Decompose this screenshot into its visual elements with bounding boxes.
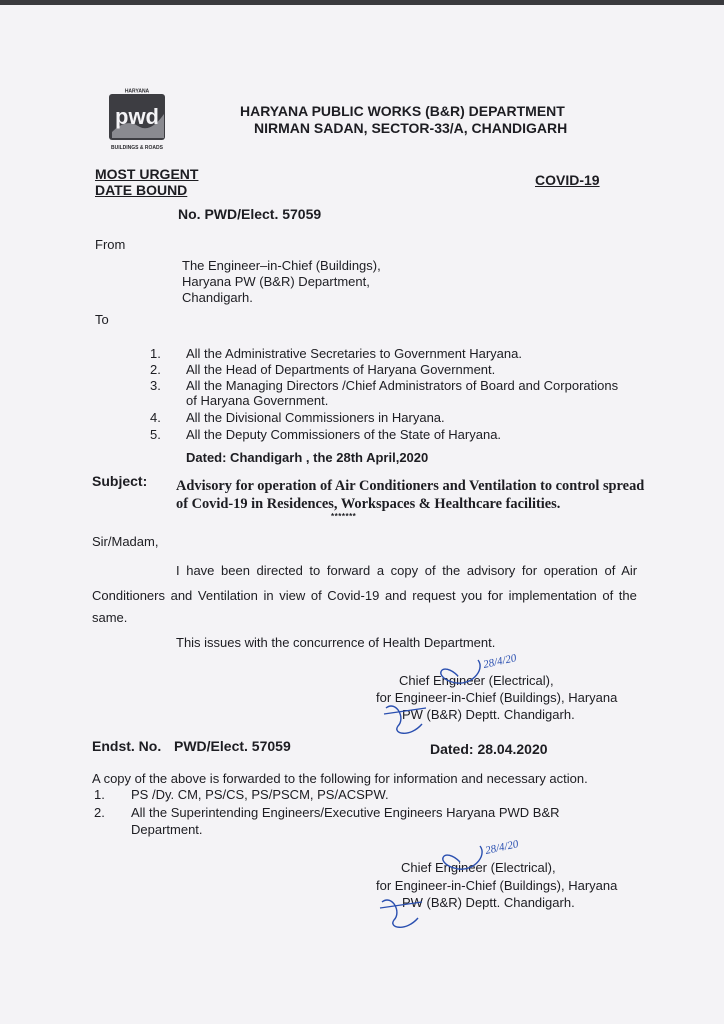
svg-text:pwd: pwd (115, 104, 159, 129)
subject-line: of Covid-19 in Residences, Workspaces & Healthcare facilities. (176, 496, 561, 512)
to-label: To (95, 312, 109, 327)
copy-number: 2. (94, 805, 105, 820)
subject-line: Advisory for operation of Air Conditioners and Ventilation to control spread (176, 478, 645, 494)
recipient-item: All the Administrative Secretaries to Government Haryana. (186, 346, 522, 361)
copy-item: All the Superintending Engineers/Executive Engineers Haryana PWD B&R (131, 805, 560, 820)
signatory-title: Chief Engineer (Electrical), (401, 860, 556, 875)
department-address: NIRMAN SADAN, SECTOR-33/A, CHANDIGARH (254, 120, 568, 136)
dated-line: Dated: Chandigarh , the 28th April,2020 (186, 450, 429, 465)
body-line: I have been directed to forward a copy of the advisory for operation of Air (176, 563, 638, 578)
pwd-logo (106, 88, 168, 152)
copy-forward-line: A copy of the above is forwarded to the following for information and necessary action. (92, 771, 588, 786)
svg-text:28/4/20: 28/4/20 (482, 652, 518, 671)
svg-text:BUILDINGS & ROADS: BUILDINGS & ROADS (111, 145, 163, 151)
copy-item: PS /Dy. CM, PS/CS, PS/PSCM, PS/ACSPW. (131, 787, 389, 802)
endorsement-number: PWD/Elect. 57059 (174, 738, 291, 754)
most-urgent-flag: MOST URGENT (95, 166, 199, 182)
recipient-number: 5. (150, 427, 161, 442)
recipient-number: 4. (150, 410, 161, 425)
signature-2 (366, 828, 566, 938)
svg-text:HARYANA: HARYANA (124, 88, 150, 95)
subject-label: Subject: (92, 473, 148, 489)
concurrence-line: This issues with the concurrence of Health Department. (176, 635, 496, 650)
recipient-item: All the Divisional Commissioners in Haryana. (186, 410, 445, 425)
recipient-number: 1. (150, 346, 161, 361)
recipient-item: All the Managing Directors /Chief Administrators of Board and Corporations (186, 378, 619, 393)
from-line: Haryana PW (B&R) Department, (182, 274, 370, 289)
endorsement-label: Endst. No. (92, 738, 162, 754)
body-line: Conditioners and Ventilation in view of Covid-19 and request you for implementation of the (92, 588, 637, 603)
date-bound-flag: DATE BOUND (95, 182, 188, 198)
signatory-office: PW (B&R) Deptt. Chandigarh. (402, 895, 575, 910)
reference-number: No. PWD/Elect. 57059 (178, 206, 322, 222)
signatory-title: Chief Engineer (Electrical), (399, 673, 554, 688)
signatory-for: for Engineer-in-Chief (Buildings), Haryana (376, 690, 618, 705)
endorsement-date: Dated: 28.04.2020 (430, 741, 548, 757)
recipient-item-continued: of Haryana Government. (186, 393, 329, 408)
recipient-number: 3. (150, 378, 161, 393)
recipient-item: All the Head of Departments of Haryana Government. (186, 362, 496, 377)
signatory-for: for Engineer-in-Chief (Buildings), Haryana (376, 878, 618, 893)
svg-text:28/4/20: 28/4/20 (484, 838, 520, 857)
signature-1 (366, 640, 566, 740)
body-line: same. (92, 610, 128, 625)
separator-stars: ******* (331, 512, 357, 521)
from-line: The Engineer–in-Chief (Buildings), (182, 258, 381, 273)
department-name: HARYANA PUBLIC WORKS (B&R) DEPARTMENT (240, 103, 565, 119)
from-label: From (95, 237, 126, 252)
recipient-item: All the Deputy Commissioners of the State of Haryana. (186, 427, 502, 442)
scan-edge (0, 0, 724, 5)
covid-flag: COVID-19 (535, 172, 600, 188)
signatory-office: PW (B&R) Deptt. Chandigarh. (402, 707, 575, 722)
from-line: Chandigarh. (182, 290, 253, 305)
copy-number: 1. (94, 787, 105, 802)
copy-item-continued: Department. (131, 822, 203, 837)
recipient-number: 2. (150, 362, 161, 377)
salutation: Sir/Madam, (92, 534, 159, 549)
